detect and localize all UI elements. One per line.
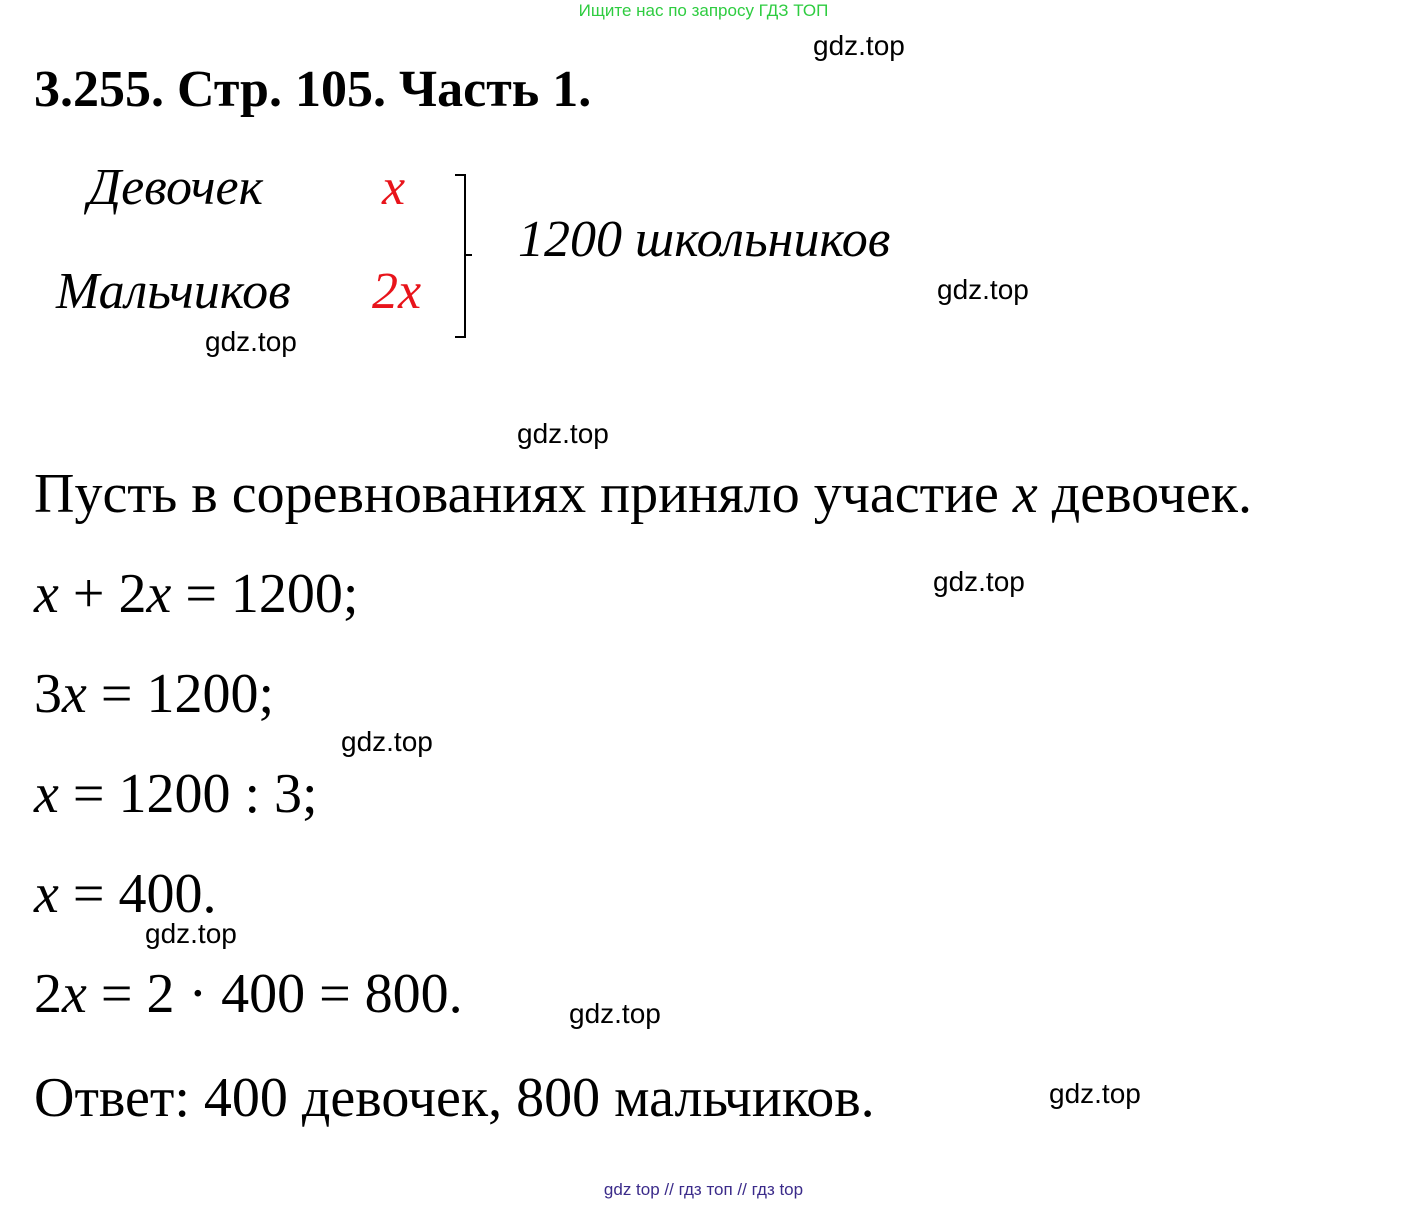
equation-5: [34, 962, 463, 1026]
equation-2: [34, 662, 274, 726]
eq4-rest: = 400.: [58, 863, 217, 925]
watermark: gdz.top: [145, 918, 237, 949]
scheme-total: 1200 школьников: [518, 211, 891, 268]
scheme-bracket: [455, 174, 466, 338]
eq1-var-b: x: [146, 563, 172, 625]
watermark: gdz.top: [1049, 1078, 1141, 1109]
eq1-rest: = 1200;: [171, 563, 359, 625]
eq4-var: x: [34, 863, 59, 925]
girls-value: x: [382, 159, 406, 216]
eq3-rest: = 1200 : 3;: [58, 763, 318, 825]
equation-3: [34, 762, 318, 826]
solution-intro: [34, 462, 1252, 526]
watermark: gdz.top: [813, 30, 905, 61]
girls-label: Девочек: [88, 159, 263, 216]
equation-4: [34, 862, 216, 926]
intro-variable: x: [1012, 463, 1038, 525]
top-banner: Ищите нас по запросу ГДЗ ТОП: [578, 1, 829, 20]
watermark: gdz.top: [569, 998, 661, 1029]
intro-end: девочек.: [1051, 463, 1252, 525]
watermark: gdz.top: [933, 566, 1025, 597]
eq5-coef: 2: [34, 963, 62, 1025]
eq2-var: x: [62, 663, 87, 725]
intro-start: Пусть в соревнованиях приняло участие: [34, 463, 999, 525]
answer: Ответ: 400 девочек, 800 мальчиков.: [34, 1067, 875, 1129]
boys-label: Мальчиков: [56, 263, 291, 320]
footer: gdz top // гдз топ // гдз top: [603, 1180, 804, 1199]
equation-1: [34, 562, 358, 626]
watermark: gdz.top: [205, 326, 297, 357]
boys-value: 2x: [372, 263, 422, 320]
scheme-bracket-tick: [464, 254, 472, 256]
eq1-mid: + 2: [58, 563, 147, 625]
watermark: gdz.top: [517, 418, 609, 449]
eq1-var-a: x: [34, 563, 59, 625]
eq3-var: x: [34, 763, 59, 825]
eq5-var: x: [62, 963, 87, 1025]
page-title: 3.255. Стр. 105. Часть 1.: [34, 61, 592, 118]
watermark: gdz.top: [341, 726, 433, 757]
eq5-rest: = 2 · 400 = 800.: [86, 963, 463, 1025]
eq2-coef: 3: [34, 663, 62, 725]
eq2-rest: = 1200;: [86, 663, 274, 725]
watermark: gdz.top: [937, 274, 1029, 305]
